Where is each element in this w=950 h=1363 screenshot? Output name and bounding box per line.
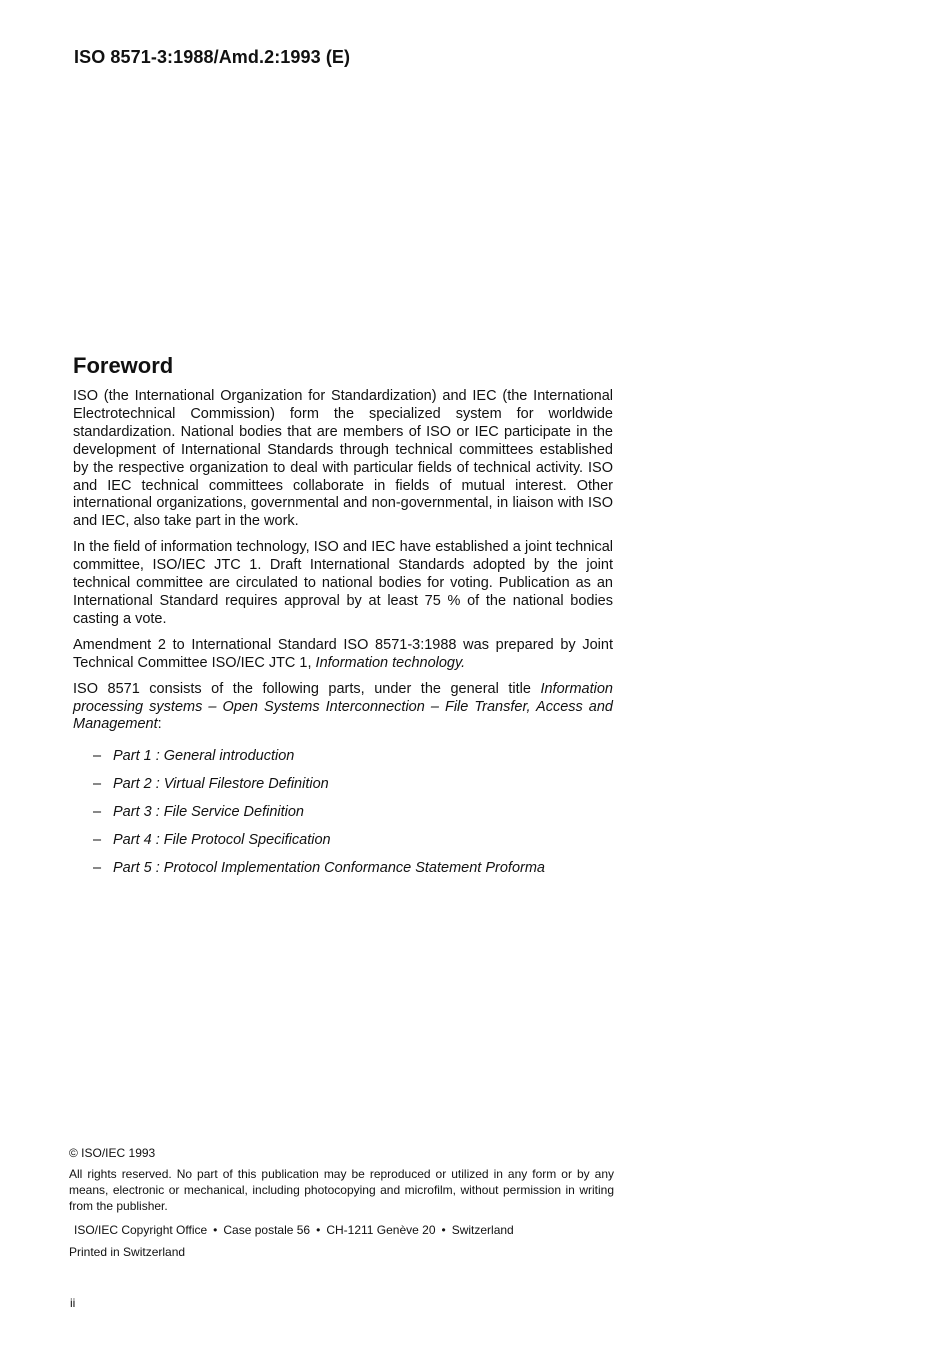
list-item: [73, 770, 613, 798]
copyright-office-address: [74, 1222, 614, 1238]
list-item: [73, 742, 613, 770]
dash-bullet: –: [93, 804, 102, 821]
foreword-paragraph-organizations: ISO (the International Organization for Standardization) and IEC (the International Electrotechnical Commission) form the specialized system for worldwide standardization. National bodies that are members of ISO or IEC participate in the development of International Standards through technical committees established by the respective organization to deal with particular fields of technical activity. ISO and IEC technical committees collaborate in fields of mutual interest. Other international organizations, governmental and non-governmental, in liaison with ISO and IEC, also take part in the work.: [73, 388, 613, 530]
foreword-paragraph-parts-intro: [73, 681, 613, 735]
office-postal-box: Case postale 56: [223, 1223, 311, 1237]
amendment-committee-title: Information technology.: [315, 654, 466, 671]
list-item: [73, 826, 613, 854]
parts-intro-text: ISO 8571 consists of the following parts, under the general title: [73, 680, 541, 697]
list-item: [73, 798, 613, 826]
page-number: ii: [70, 1296, 76, 1310]
parts-list: [73, 742, 613, 882]
part-label: Part 1 : General introduction: [113, 748, 295, 765]
foreword-paragraph-amendment: [73, 637, 613, 673]
printed-in-notice: Printed in Switzerland: [69, 1245, 186, 1259]
bullet-separator: •: [213, 1223, 218, 1237]
dash-bullet: –: [93, 832, 102, 849]
bullet-separator: •: [441, 1223, 446, 1237]
document-header-title: ISO 8571-3:1988/Amd.2:1993 (E): [74, 47, 351, 67]
office-city: CH-1211 Genève 20: [326, 1223, 436, 1237]
part-label: Part 2 : Virtual Filestore Definition: [113, 776, 329, 793]
dash-bullet: –: [93, 860, 102, 877]
foreword-paragraph-jtc1: In the field of information technology, ISO and IEC have established a joint technical committee, ISO/IEC JTC 1. Draft International Standards adopted by the joint technical committee are circulated to national bodies for voting. Publication as an International Standard requires approval by at least 75 % of the national bodies casting a vote.: [73, 539, 613, 627]
parts-general-title: Information processing systems – Open Systems Interconnection – File Transfer, Access and Management: [73, 680, 613, 733]
part-label: Part 4 : File Protocol Specification: [113, 832, 331, 849]
dash-bullet: –: [93, 748, 102, 765]
office-country: Switzerland: [451, 1223, 514, 1237]
bullet-separator: •: [316, 1223, 321, 1237]
foreword-heading: Foreword: [73, 353, 174, 378]
foreword-section: [73, 352, 613, 882]
amendment-text: Amendment 2 to International Standard ISO 8571-3:1988 was prepared by Joint Technical Committee ISO/IEC JTC 1,: [73, 636, 613, 671]
office-name: ISO/IEC Copyright Office: [74, 1223, 208, 1237]
dash-bullet: –: [93, 776, 102, 793]
copyright-block: [69, 1145, 614, 1260]
part-label: Part 3 : File Service Definition: [113, 804, 304, 821]
part-label: Part 5 : Protocol Implementation Conformance Statement Proforma: [113, 860, 545, 877]
parts-intro-colon: :: [157, 716, 162, 733]
list-item: [73, 854, 613, 882]
copyright-notice: © ISO/IEC 1993: [69, 1146, 156, 1160]
rights-reserved-text: All rights reserved. No part of this publication may be reproduced or utilized in any form or by any means, electronic or mechanical, including photocopying and microfilm, without permission in writing from the publisher.: [69, 1167, 614, 1213]
